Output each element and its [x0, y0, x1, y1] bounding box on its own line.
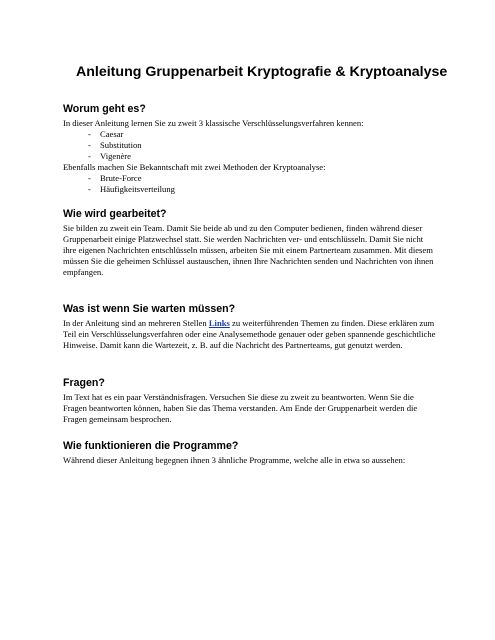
document-title: Anleitung Gruppenarbeit Kryptografie & Kryptoanalyse: [76, 64, 448, 80]
analysis-list: [63, 173, 437, 195]
list-item-label: Häufigkeitsverteilung: [100, 184, 175, 194]
section-wie: [63, 208, 437, 278]
list-item-label: Brute-Force: [100, 173, 142, 183]
warten-text-after: zu weiterführenden Themen zu finden. Diese erklären zum Teil ein Verschlüsselungsverfahren oder eine Analysemethode genauer oder geben spannende geschichtliche Hinweise. Damit kann die Wartezeit, z. B. auf die Nachricht des Partnerteams, gut genutzt werden.: [63, 318, 436, 350]
section-warten: [63, 303, 437, 351]
list-item-label: Substitution: [100, 140, 142, 150]
section-programme: [63, 440, 437, 466]
section-heading-programme: Wie funktionieren die Programme?: [63, 440, 239, 452]
cipher-list: [63, 129, 437, 162]
fragen-body-text: Im Text hat es ein paar Verständnisfragen. Versuchen Sie diese zu zweit zu beantworten. Wenn Sie die Fragen beantworten können, haben Sie das Thema verstanden. Am Ende der Gruppenarbeit werden die Fragen gemeinsam besprochen.: [63, 392, 418, 424]
section-heading-warten: Was ist wenn Sie warten müssen?: [63, 303, 236, 315]
worum-intro-text: In dieser Anleitung lernen Sie zu zweit 3 klassische Verschlüsselungsverfahren kennen:: [63, 118, 364, 128]
list-item: - Brute-Force: [88, 173, 142, 183]
list-item-label: Vigenère: [100, 151, 131, 161]
section-heading-wie: Wie wird gearbeitet?: [63, 208, 167, 220]
list-item: - Häufigkeitsverteilung: [88, 184, 175, 194]
section-worum: [63, 103, 437, 195]
section-fragen: [63, 377, 437, 425]
list-item: - Vigenère: [88, 151, 131, 161]
links-link[interactable]: Links: [208, 318, 230, 328]
programme-body-text: Während dieser Anleitung begegnen ihnen 3 ähnliche Programme, welche alle in etwa so aussehen:: [63, 455, 406, 465]
worum-middle-text: Ebenfalls machen Sie Bekanntschaft mit zwei Methoden der Kryptoanalyse:: [63, 162, 326, 172]
warten-body-text: [63, 318, 437, 351]
list-item: - Caesar: [88, 129, 124, 139]
section-heading-fragen: Fragen?: [63, 377, 105, 389]
warten-text-before: In der Anleitung sind an mehreren Stellen: [63, 318, 209, 328]
section-heading-worum: Worum geht es?: [63, 103, 146, 115]
list-item: - Substitution: [88, 140, 142, 150]
list-item-label: Caesar: [100, 129, 124, 139]
wie-body-text: Sie bilden zu zweit ein Team. Damit Sie beide ab und zu den Computer bedienen, finden während dieser Gruppenarbeit einige Platzwechsel statt. Sie werden Nachrichten ver- und entschlüsseln. Damit Sie nicht ihre eigenen Nachrichten entschlüsseln müssen, arbeiten Sie mit einem Partnerteam zusammen. Mit diesem müssen Sie die geheimen Schlüssel austauschen, ihnen Ihre Nachrichten senden und Nachrichten von ihnen empfangen.: [63, 223, 434, 277]
